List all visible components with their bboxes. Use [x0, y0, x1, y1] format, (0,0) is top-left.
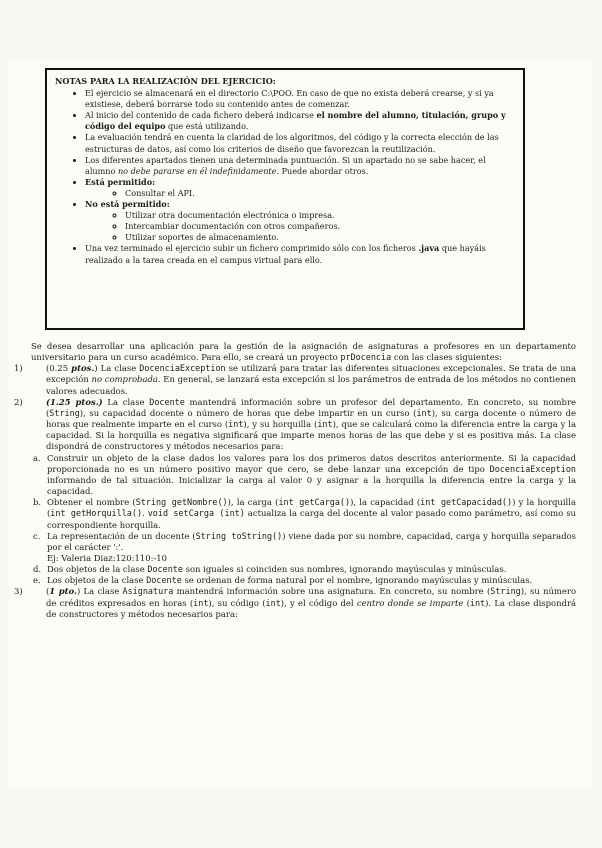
note-submission: • Una vez terminado el ejercicio subir un fichero comprimido sólo con los ficheros .java que hayáis realizado a la tarea creada en el campus virtual para ello. — [85, 243, 515, 265]
question-1: 1) (0.25 ptos.) La clase DocenciaException se utilizará para tratar las diferentes situaciones excepcionales. Se trata de una excepción no comprobada. En general, se lanzará esta excepción si los parámetros de entrada de los métodos no contienen valores adecuados. — [14, 363, 576, 396]
note-allowed: • Está permitido: ◦ Consultar el API. — [85, 177, 515, 199]
exercise-statement — [14, 341, 577, 620]
forbidden-docs: ◦ Utilizar otra documentación electrónica o impresa. — [125, 210, 515, 221]
exam-notes-box — [45, 68, 525, 330]
question-2: 2) (1.25 ptos.) La clase Docente mantendrá información sobre un profesor del departamento. En concreto, su nombre (String), su capacidad docente o número de horas que debe impartir en un curso (int), su carga docente o número de horas que realmente imparte en el curso (int), y su horquilla (int), que se calculará como la diferencia entre la carga y la capacidad. Si la horquilla es negativa significará que imparte menos horas de las que debe y si es positiva más. La clase dispondrá de constructores y métodos necesarios para: — [14, 396, 576, 452]
notes-title: NOTAS PARA LA REALIZACIÓN DEL EJERCICIO: — [55, 76, 276, 86]
notes-list — [55, 88, 515, 266]
forbidden-exchange: ◦ Intercambiar documentación con otros compañeros. — [125, 221, 515, 232]
question-2e: e. Los objetos de la clase Docente se ordenan de forma natural por el nombre, ignorando mayúsculas y minúsculas. — [33, 575, 533, 586]
note-scoring: • Los diferentes apartados tienen una determinada puntuación. Si un apartado no se sabe hacer, el alumno no debe pararse en él indefinidamente. Puede abordar otros. — [85, 155, 515, 177]
question-2c: c. La representación de un docente (String toString()) viene dada por su nombre, capacidad, carga y horquilla separados por el carácter ':'. Ej: Valeria Diaz:120:110:-10 — [33, 530, 577, 563]
intro-paragraph: Se desea desarrollar una aplicación para la gestión de la asignación de asignaturas a profesores en un departamento universitario para un curso académico. Para ello, se creará un proyecto prDocencia con las clases siguientes: — [31, 341, 576, 363]
question-2d: d. Dos objetos de la clase Docente son iguales si coinciden sus nombres, ignorando mayúsculas y minúsculas. — [33, 564, 507, 575]
question-2b: b. Obtener el nombre (String getNombre()), la carga (int getCarga()), la capacidad (int getCapacidad()) y la horquilla (int getHorquilla(). void setCarga (int) actualiza la carga del docente al valor pasado como parámetro, así como su correspondiente horquilla. — [33, 497, 576, 530]
note-evaluation: • La evaluación tendrá en cuenta la claridad de los algoritmos, del código y la correcta elección de las estructuras de datos, así como los criterios de diseño que favorezcan la reutilización. — [85, 132, 515, 154]
allowed-api: ◦ Consultar el API. — [125, 188, 515, 199]
question-3: 3) (1 pto.) La clase Asignatura mantendrá información sobre una asignatura. En concreto, su nombre (String), su número de créditos expresados en horas (int), su código (int), y el código del centro donde se imparte (int). La clase dispondrá de constructores y métodos necesarios para: — [14, 586, 577, 619]
note-file-header: • Al inicio del contenido de cada fichero deberá indicarse el nombre del alumno, titulación, grupo y código del equipo que está utilizando. — [85, 110, 515, 132]
question-2a: a. Construir un objeto de la clase dados los valores para los dos primeros datos descritos anteriormente. Si la capacidad proporcionada no es un número positivo mayor que cero, se debe lanzar una excepción de tipo DocenciaException informando de tal situación. Inicializar la carga al valor 0 y asignar a la horquilla la diferencia entre la carga y la capacidad. — [33, 452, 576, 497]
tostring-example: Ej: Valeria Diaz:120:110:-10 — [47, 552, 168, 563]
forbidden-storage: ◦ Utilizar soportes de almacenamiento. — [125, 232, 515, 243]
note-forbidden: • No está permitido: ◦ Utilizar otra documentación electrónica o impresa. ◦ Intercambiar documentación con otros compañeros. ◦ Utilizar soportes de almacenamiento. — [85, 199, 515, 243]
note-directory: • El ejercicio se almacenará en el directorio C:\POO. En caso de que no exista deberá crearse, y si ya existiese, deberá borrarse todo su contenido antes de comenzar. — [85, 88, 515, 110]
